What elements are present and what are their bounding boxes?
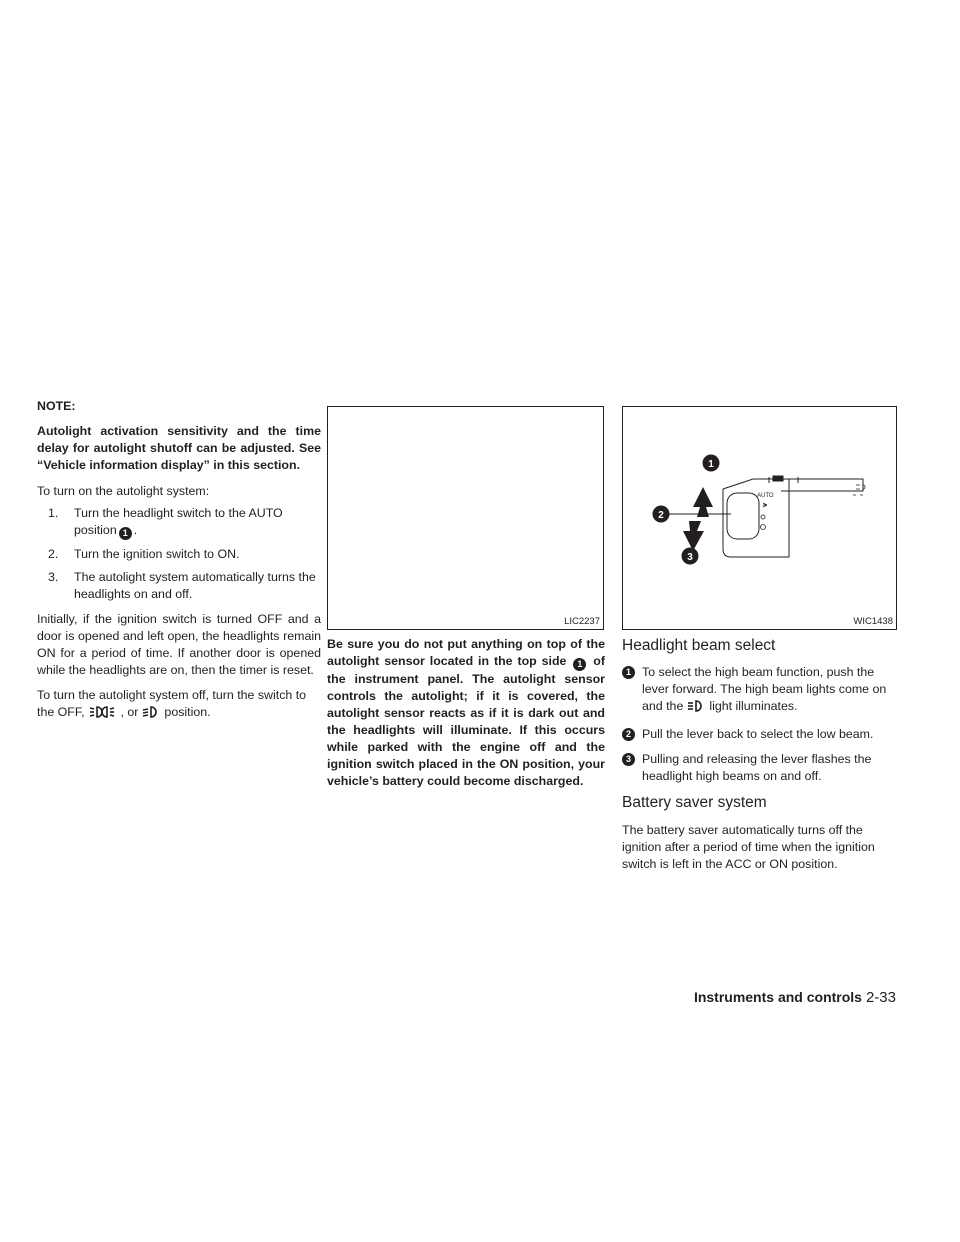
middle-column — [327, 636, 605, 790]
figure-headlight-lever — [622, 406, 897, 630]
callout-marker: 3 — [622, 753, 635, 766]
step-2: 2. Turn the ignition switch to ON. — [48, 547, 240, 561]
warning-text: Be sure you do not put anything on top of the autolight sensor located in the top side 1 of the instrument panel. The autolight sensor controls the autolight; if it is covered, the autolight sensor reacts as if it is dark out and the headlights will illuminate. If this occurs while parked with the engine off and the ignition switch placed in the ON position, your vehicle’s battery could become discharged. — [327, 637, 605, 788]
callout-2 — [653, 506, 670, 523]
high-beam-icon — [687, 699, 703, 718]
headlight-icon — [142, 705, 158, 724]
figure-caption: LIC2237 — [564, 616, 600, 627]
lever-illustration — [623, 407, 896, 629]
callout-marker: 2 — [622, 728, 635, 741]
page-footer — [678, 989, 896, 1007]
svg-text:3: 3 — [687, 552, 693, 563]
parking-light-icon — [89, 705, 115, 724]
callout-marker: 1 — [573, 658, 586, 671]
step-3: 3. The autolight system automatically turns the headlights on and off. — [48, 570, 316, 601]
beam-item-2: 2 Pull the lever back to select the low beam. — [622, 726, 895, 743]
callout-3 — [682, 548, 699, 565]
heading-battery-saver: Battery saver system — [622, 794, 767, 811]
step-1: 1. Turn the headlight switch to the AUTO position 1 . — [48, 506, 283, 538]
callout-marker: 1 — [622, 666, 635, 679]
steps-intro: To turn on the autolight system: — [37, 484, 210, 498]
heading-beam-select: Headlight beam select — [622, 637, 776, 654]
page-number: 2-33 — [865, 989, 896, 1006]
svg-text:2: 2 — [658, 510, 664, 521]
lever-label-auto: AUTO — [757, 493, 774, 499]
steps-list — [37, 505, 321, 603]
svg-text:1: 1 — [708, 459, 714, 470]
left-column — [37, 398, 321, 732]
battery-saver-text: The battery saver automatically turns off the ignition after a period of time when the ignition switch is left in the ACC or ON position. — [622, 823, 875, 871]
right-column — [622, 636, 895, 873]
callout-marker: 1 — [119, 527, 132, 540]
paragraph-off: To turn the autolight system off, turn the switch to the OFF, , or position. — [37, 687, 321, 724]
figure-caption: WIC1438 — [853, 616, 893, 627]
note-heading: NOTE: — [37, 399, 76, 413]
beam-item-1: 1 To select the high beam function, push the lever forward. The high beam lights come on and the light illuminates. — [622, 664, 895, 718]
figure-autolight-sensor — [327, 406, 604, 630]
footer-section-title: Instruments and controls — [693, 989, 862, 1005]
callout-1 — [703, 455, 720, 472]
paragraph-timer: Initially, if the ignition switch is turned OFF and a door is opened and left open, the headlights remain ON for a period of time. If another door is opened while the headlights are on, then the timer is reset. — [37, 612, 321, 677]
note-body: Autolight activation sensitivity and the time delay for autolight shutoff can be adjusted. See “Vehicle information display” in this section. — [37, 424, 321, 472]
beam-item-3: 3 Pulling and releasing the lever flashes the headlight high beams on and off. — [622, 751, 895, 785]
